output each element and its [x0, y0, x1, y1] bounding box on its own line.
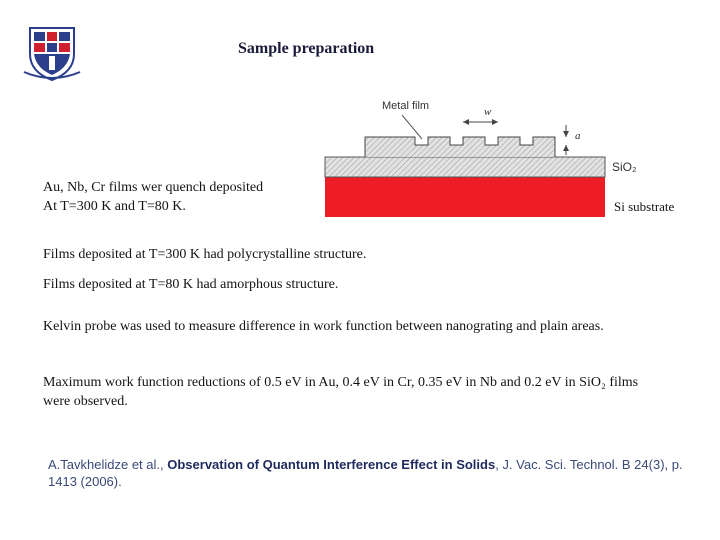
films-note [43, 178, 263, 216]
reference-journal: , J. Vac. Sci. Technol. B 24(3), p. 1413 (2006). [48, 457, 683, 489]
width-label: w [484, 106, 492, 118]
sio2-layer [325, 157, 605, 177]
paragraph-work-function: Maximum work function reductions of 0.5 eV in Au, 0.4 eV in Cr, 0.35 eV in Nb and 0.2 eV in SiO₂ films were observed. [43, 375, 639, 409]
films-note-line2: At T=300 K and T=80 K. [43, 199, 186, 214]
reference-authors: A.Tavkhelidze et al., [48, 457, 164, 472]
sio2-label: SiO₂ [612, 160, 637, 174]
metal-film-grating [365, 137, 555, 157]
paragraph-amorphous: Films deposited at T=80 K had amorphous structure. [43, 277, 339, 292]
slide-title: Sample preparation [238, 40, 375, 57]
si-substrate-layer [325, 177, 605, 217]
paragraph-kelvin-probe: Kelvin probe was used to measure difference in work function between nanograting and plain areas. [43, 319, 604, 334]
metal-film-label: Metal film [382, 100, 430, 112]
reference-article-title: Observation of Quantum Interference Effect in Solids [167, 457, 496, 472]
university-crest-logo [22, 24, 82, 82]
paragraph-polycrystalline: Films deposited at T=300 K had polycrystalline structure. [43, 247, 367, 262]
reference-citation [48, 456, 698, 490]
films-note-line1: Au, Nb, Cr films wer quench deposited [43, 180, 264, 195]
si-substrate-label: Si substrate [614, 199, 675, 214]
depth-label: a [575, 130, 581, 142]
metal-film-leader [402, 115, 422, 139]
